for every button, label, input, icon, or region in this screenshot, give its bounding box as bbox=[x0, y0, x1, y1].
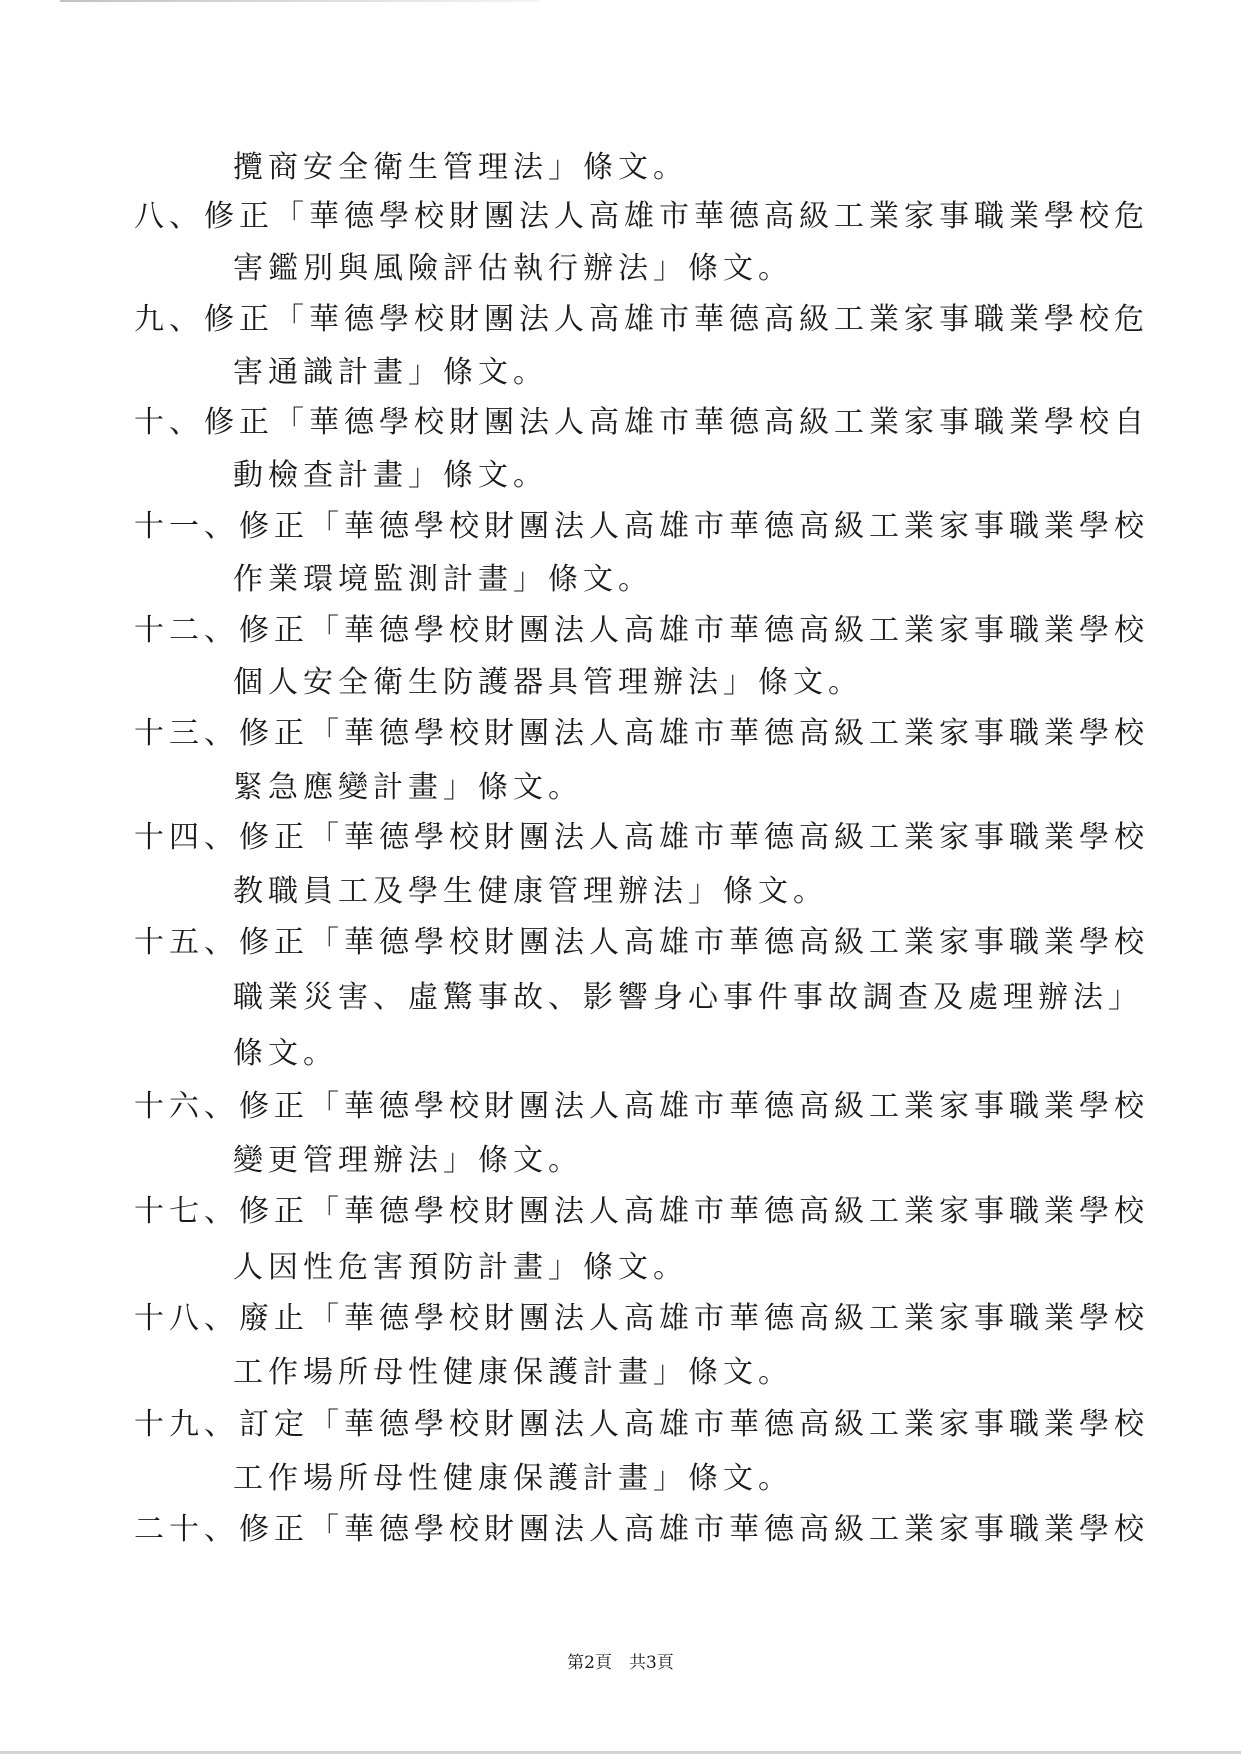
item-9-line-1: 九、修正「華德學校財團法人高雄市華德高級工業家事職業學校危 bbox=[134, 302, 1149, 337]
item-11-line-2: 作業環境監測計畫」條文。 bbox=[233, 562, 653, 597]
item-11-line-1: 十一、修正「華德學校財團法人高雄市華德高級工業家事職業學校 bbox=[134, 509, 1149, 544]
page-number: 第2頁 共3頁 bbox=[567, 1653, 674, 1673]
item-20-line-1: 二十、修正「華德學校財團法人高雄市華德高級工業家事職業學校 bbox=[134, 1512, 1149, 1547]
item-16-line-1: 十六、修正「華德學校財團法人高雄市華德高級工業家事職業學校 bbox=[134, 1089, 1149, 1124]
item-17-line-2: 人因性危害預防計畫」條文。 bbox=[233, 1250, 688, 1285]
item-14-line-1: 十四、修正「華德學校財團法人高雄市華德高級工業家事職業學校 bbox=[134, 820, 1149, 855]
item-18-line-1: 十八、廢止「華德學校財團法人高雄市華德高級工業家事職業學校 bbox=[134, 1301, 1149, 1336]
item-17-line-1: 十七、修正「華德學校財團法人高雄市華德高級工業家事職業學校 bbox=[134, 1194, 1149, 1229]
item-14-line-2: 教職員工及學生健康管理辦法」條文。 bbox=[233, 874, 828, 909]
item-10-line-2: 動檢查計畫」條文。 bbox=[233, 458, 548, 493]
item-12-line-2: 個人安全衛生防護器具管理辦法」條文。 bbox=[233, 665, 863, 700]
item-19-line-1: 十九、訂定「華德學校財團法人高雄市華德高級工業家事職業學校 bbox=[134, 1407, 1149, 1442]
item-18-line-2: 工作場所母性健康保護計畫」條文。 bbox=[233, 1355, 793, 1390]
text-line-1: 攬商安全衛生管理法」條文。 bbox=[233, 150, 688, 185]
item-10-line-1: 十、修正「華德學校財團法人高雄市華德高級工業家事職業學校自 bbox=[134, 405, 1149, 440]
item-12-line-1: 十二、修正「華德學校財團法人高雄市華德高級工業家事職業學校 bbox=[134, 613, 1149, 648]
item-19-line-2: 工作場所母性健康保護計畫」條文。 bbox=[233, 1461, 793, 1496]
item-15-line-3: 條文。 bbox=[233, 1036, 338, 1071]
item-13-line-2: 緊急應變計畫」條文。 bbox=[233, 770, 583, 805]
item-9-line-2: 害通識計畫」條文。 bbox=[233, 355, 548, 390]
item-8-line-2: 害鑑別與風險評估執行辦法」條文。 bbox=[233, 251, 793, 286]
item-8-line-1: 八、修正「華德學校財團法人高雄市華德高級工業家事職業學校危 bbox=[134, 199, 1149, 234]
item-16-line-2: 變更管理辦法」條文。 bbox=[233, 1143, 583, 1178]
item-15-line-1: 十五、修正「華德學校財團法人高雄市華德高級工業家事職業學校 bbox=[134, 925, 1149, 960]
item-15-line-2: 職業災害、虛驚事故、影響身心事件事故調查及處理辦法」 bbox=[233, 980, 1143, 1015]
item-13-line-1: 十三、修正「華德學校財團法人高雄市華德高級工業家事職業學校 bbox=[134, 716, 1149, 751]
